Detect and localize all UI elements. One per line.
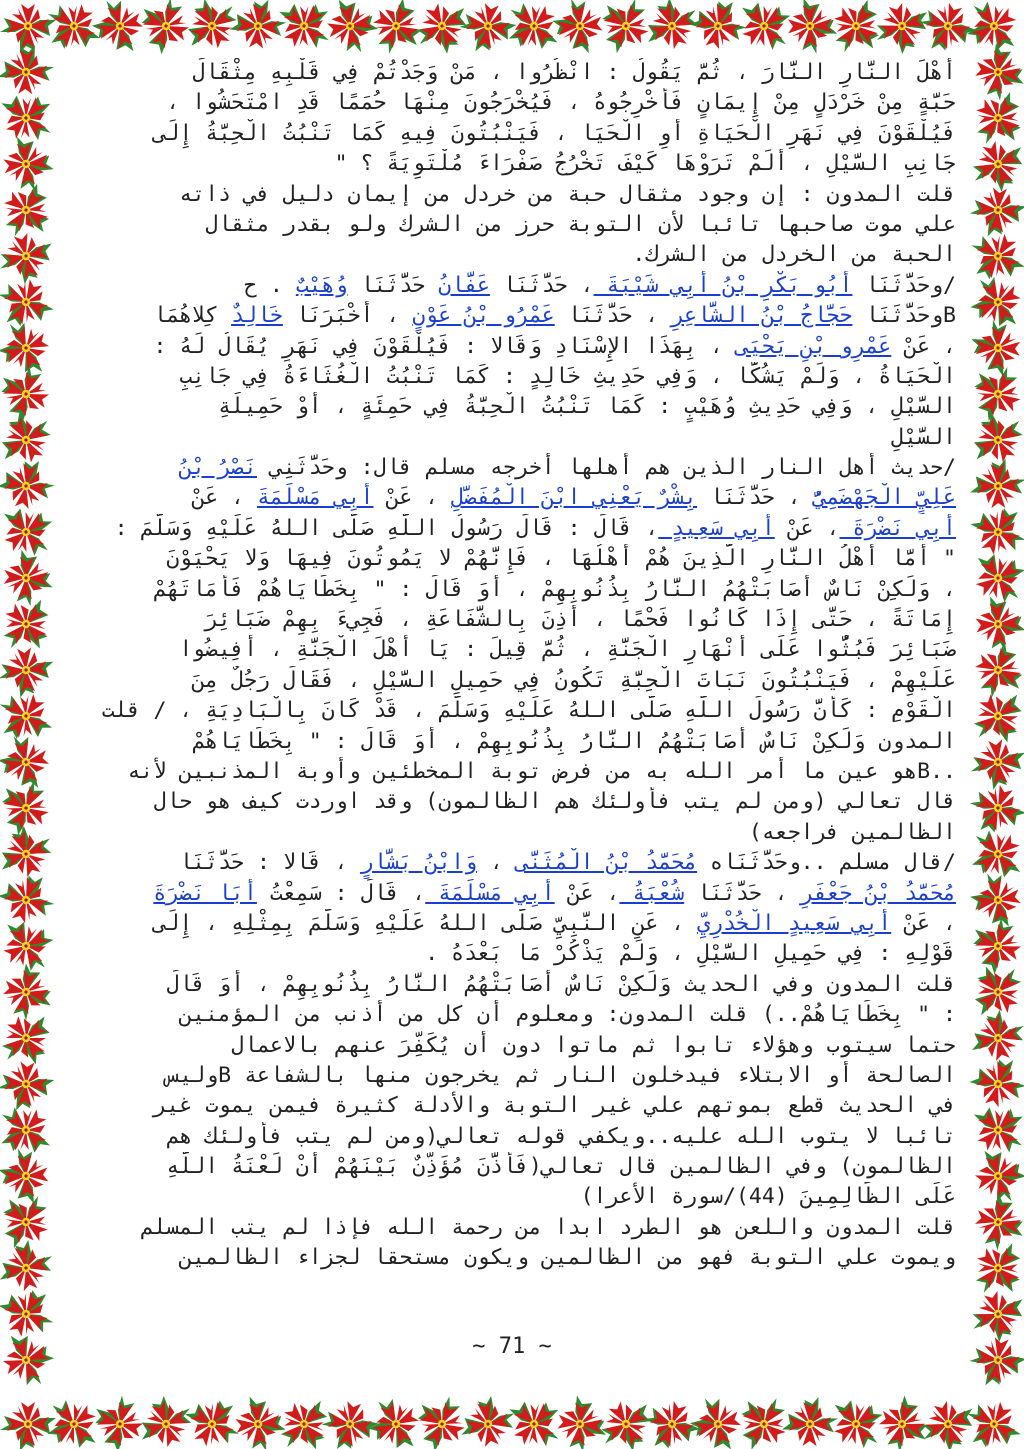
narrator-link[interactable]: حَجَّاجُ بْنُ الشَّاعِرِ	[671, 303, 853, 329]
poinsettia-icon	[3, 549, 55, 607]
text-span: ، بِهَذَا الإِسْنَادِ وَقَالا : فَيُلْقَوْنَ فِي نَهَرٍ يُقَالُ لَهُ :	[153, 333, 736, 359]
poinsettia-icon	[0, 1402, 56, 1449]
poinsettia-icon	[0, 270, 61, 339]
poinsettia-icon	[0, 908, 63, 981]
narrator-link[interactable]: نَصْرُ بْنُ	[179, 455, 258, 481]
poinsettia-icon	[177, 1386, 250, 1449]
text-span: ويموت علي التوبة فهو من الظالمين ويكون مستحقا لجزاء الظالمين	[179, 1245, 956, 1271]
text-span: فَيُلْقَوْنَ فِي نَهَرِ الْحَيَاةِ أَوِ الْحَيَا ، فَيَنْبُتُونَ فِيهِ كَمَا تَنْبُتُ الْحِبَّةُ إِلَى	[153, 120, 956, 146]
text-span: /قال مسلم ..وحَدَّثَنَاه	[697, 850, 956, 876]
text-line	[68, 605, 956, 635]
text-line	[68, 119, 956, 149]
text-line	[68, 149, 956, 179]
text-line	[68, 240, 956, 270]
narrator-link[interactable]: وَابْنُ بَشَّارٍ	[360, 850, 478, 876]
text-span: /وحَدَّثَنَا	[852, 272, 956, 298]
text-span: عَلَيْهِمْ ، فَيَنْبُتُونَ نَبَاتَ الْحِبَّةِ تَكُونُ فِي حَمِيلِ السَّيْلِ ، فَقَالَ رَجُلٌ مِنَ	[192, 667, 956, 693]
narrator-link[interactable]: أَبِي سَعِيدٍ الْخُدْرِيِّ	[697, 910, 892, 936]
text-line	[68, 301, 956, 331]
poinsettia-icon	[972, 41, 1024, 103]
poinsettia-icon	[0, 865, 62, 930]
text-line	[68, 1122, 956, 1152]
text-span: قلت المدون واللعن هو الطرد ابدا من رحمة الله فإذا لم يتب المسلم	[140, 1214, 956, 1240]
text-span: ، حَدَّثَنَا	[489, 272, 594, 298]
text-line	[68, 696, 956, 726]
poinsettia-icon	[970, 1190, 1024, 1256]
poinsettia-icon	[1, 133, 56, 194]
poinsettia-icon	[323, 0, 382, 58]
poinsettia-icon	[317, 1397, 381, 1449]
text-line	[68, 180, 956, 210]
text-span: جَانِبِ السَّيْلِ ، أَلَمْ تَرَوْهَا كَيْفَ تَخْرُجُ صَفْرَاءَ مُلْتَوِيَةً ؟ "	[334, 151, 956, 177]
poinsettia-icon	[0, 44, 55, 95]
text-span: الصالحة أو الابتلاء فيدخلون النار ثم يخرجون منها بالشفاعة Bوليس	[166, 1062, 956, 1088]
text-line	[68, 1182, 956, 1212]
text-span: ، حَدَّثَنَا	[554, 303, 672, 329]
text-line	[68, 787, 956, 817]
poinsettia-icon	[0, 682, 62, 755]
text-span: علي موت صاحبها تائبا لأن التوبة حرز من الشرك ولو بقدر مثقال	[205, 211, 956, 237]
narrator-link[interactable]: أَبِي سَعِيدٍ	[658, 515, 775, 541]
text-span: ، قَالا : حَدَّثَنَا	[179, 850, 361, 876]
text-line	[68, 939, 956, 969]
poinsettia-icon	[555, 1394, 610, 1449]
text-span: ، عَنْ	[774, 515, 840, 541]
text-line	[68, 1000, 956, 1030]
poinsettia-icon	[131, 0, 197, 60]
text-span: ، حَدَّثَنَا	[684, 880, 801, 906]
poinsettia-icon	[588, 0, 659, 61]
poinsettia-icon	[550, 0, 605, 57]
poinsettia-icon	[405, 1387, 474, 1449]
text-span: الْقَوْمِ : كَأَنَّ رَسُولَ اللَّهِ صَلَّى اللهُ عَلَيْهِ وَسَلَّمَ ، قَدْ كَانَ بِالْبَادِيَةِ ، / قلت	[101, 698, 956, 724]
text-span: قال تعالي (ومن لم يتب فأولئك هم الظالمون) وقد اوردت كيف هو حال	[153, 789, 956, 815]
poinsettia-icon	[968, 186, 1024, 240]
text-span: إِمَاتَةً ، حَتَّى إِذَا كَانُوا فَحْمًا ، أُذِنَ بِالشَّفَاعَةِ ، فَجِيءَ بِهِمْ ضَبَائِرَ	[205, 607, 956, 633]
narrator-link[interactable]: عَمْرُو بْنُ عَوْنٍ	[412, 303, 555, 329]
poinsettia-icon	[0, 730, 54, 796]
page-text	[68, 58, 956, 1274]
poinsettia-icon	[0, 819, 60, 885]
text-line	[68, 514, 956, 544]
text-span: السَّيْلِ ، وَفِي حَدِيثِ وُهَيْبٍ : كَمَا تَنْبُتُ الْحِبَّةُ فِي حَمِئَةٍ ، أَوْ حَمِيلَةِ	[218, 394, 956, 420]
narrator-link[interactable]: عَمْرِو بْنِ يَحْيَى	[735, 333, 892, 359]
narrator-link[interactable]: خَالِدٌ	[231, 303, 283, 329]
text-line	[68, 1152, 956, 1182]
poinsettia-icon	[788, 0, 838, 54]
narrator-link[interactable]: أَبِي مَسْلَمَةَ	[256, 485, 374, 511]
text-line	[68, 210, 956, 240]
poinsettia-icon	[962, 777, 1024, 843]
text-line	[68, 58, 956, 88]
text-line	[68, 848, 956, 878]
text-line	[68, 727, 956, 757]
poinsettia-icon	[970, 319, 1021, 377]
text-line	[68, 1091, 956, 1121]
poinsettia-icon	[970, 459, 1024, 509]
narrator-link[interactable]: أَبِي نَضْرَةَ	[839, 515, 956, 541]
poinsettia-icon	[0, 646, 56, 700]
poinsettia-icon	[685, 0, 752, 54]
narrator-link[interactable]: مُحَمَّدُ بْنُ جَعْفَرٍ	[800, 880, 956, 906]
text-span: حَدَّثَنَا	[347, 272, 439, 298]
text-line	[68, 544, 956, 574]
poinsettia-icon	[456, 0, 520, 57]
text-line	[68, 757, 956, 787]
text-span: ، عَنْ	[891, 333, 956, 359]
text-span: حَبَّةٍ مِنْ خَرْدَلٍ مِنْ إِيمَانٍ فَأَخْرِجُوهُ ، فَيُخْرَجُونَ مِنْهَا حُمَمًا قَدِ امْتَحَشُوا ،	[166, 90, 956, 116]
text-line	[68, 1031, 956, 1061]
text-line	[68, 1243, 956, 1273]
text-span: " أَمَّا أَهْلُ النَّارِ الَّذِينَ هُمْ أَهْلُهَا ، فَإِنَّهُمْ لا يَمُوتُونَ فِيهَا وَلا يَحْيَوْنَ	[166, 546, 956, 572]
text-span: ..Bهو عين ما أمر الله به من فرض توبة المخطئين وأوبة المذنبين لأنه	[127, 758, 956, 784]
text-span: حتما سيتوب وهؤلاء تابوا ثم ماتوا دون أن يُكَفِّرَ عنهم بالاعمال	[231, 1032, 956, 1058]
text-span: السَّيْلِ	[891, 424, 956, 450]
poinsettia-icon	[0, 1236, 58, 1296]
text-line	[68, 970, 956, 1000]
text-line	[68, 1213, 956, 1243]
poinsettia-icon	[965, 1050, 1024, 1113]
poinsettia-icon	[873, 1391, 936, 1449]
text-span: ، قَالَ : قَالَ رَسُولُ اللَّهِ صَلَّى اللهُ عَلَيْهِ وَسَلَّمَ :	[114, 515, 659, 541]
text-line	[68, 879, 956, 909]
poinsettia-icon	[963, 1091, 1024, 1165]
text-line	[68, 392, 956, 422]
text-span: ، عَنْ	[891, 910, 956, 936]
narrator-link[interactable]: مُحَمَّدُ بْنُ الْمُثَنَّى	[515, 850, 698, 876]
text-span: Bوحَدَّثَنَا	[852, 303, 956, 329]
text-line	[68, 362, 956, 392]
text-span: قَوْلِهِ : فِي حَمِيلِ السَّيْلِ ، وَلَمْ يَذْكُرْ مَا بَعْدَهُ .	[425, 941, 956, 967]
narrator-link[interactable]: شُعْبَةُ	[619, 880, 685, 906]
narrator-link[interactable]: أَبَا نَضْرَةَ	[153, 880, 257, 906]
poinsettia-icon	[965, 1005, 1024, 1065]
poinsettia-icon	[456, 1393, 520, 1449]
poinsettia-icon	[0, 1060, 55, 1113]
narrator-link[interactable]: وُهَيْبٌ	[295, 272, 348, 298]
poinsettia-icon	[636, 0, 706, 57]
text-span: تائبا لا يتوب الله عليه..ويكفي قوله تعالي(ومن لم يتب فأولئك هم	[166, 1123, 956, 1149]
poinsettia-icon	[234, 1394, 288, 1449]
text-span: ، قَالَ : سَمِعْتُ	[256, 880, 426, 906]
narrator-link[interactable]: أَبُو بَكْرِ بْنُ أَبِي شَيْبَةَ	[593, 272, 853, 298]
text-span: . ح	[244, 272, 296, 298]
text-line	[68, 635, 956, 665]
text-line	[68, 575, 956, 605]
text-line	[68, 453, 956, 483]
poinsettia-icon	[0, 4, 56, 53]
poinsettia-icon	[0, 1147, 50, 1206]
poinsettia-icon	[685, 1391, 747, 1449]
narrator-link[interactable]: أَبِي مَسْلَمَةَ	[425, 880, 555, 906]
poinsettia-icon	[130, 1389, 200, 1449]
text-span: الحبة من الخردل من الشرك.	[632, 242, 956, 268]
text-span: كِلاهُمَا	[153, 303, 232, 329]
poinsettia-icon	[359, 1389, 428, 1449]
poinsettia-icon	[0, 960, 58, 1025]
text-line	[68, 271, 956, 301]
text-span: أَهْلَ النَّارِ النَّارَ ، ثُمَّ يَقُولُ : انْظُرُوا ، مَنْ وَجَدْتُمْ فِي قَلْبِهِ مِثْقَالَ	[192, 60, 956, 85]
text-line	[68, 1061, 956, 1091]
poinsettia-icon	[967, 869, 1024, 933]
text-line	[68, 332, 956, 362]
text-line	[68, 818, 956, 848]
text-span: ، عَنْ	[373, 485, 452, 511]
text-line	[68, 423, 956, 453]
poinsettia-icon	[782, 1397, 839, 1447]
poinsettia-icon	[228, 0, 288, 50]
poinsettia-icon	[969, 1142, 1024, 1209]
poinsettia-icon	[974, 594, 1024, 653]
poinsettia-icon	[914, 1394, 983, 1449]
text-span: الْحَيَاةُ ، وَلَمْ يَشُكَّا ، وَفِي حَدِيثِ خَالِدٍ : كَمَا تَنْبُتُ الْغُثَاءَةُ فِي جَانِبِ	[179, 363, 956, 389]
text-span: قلت المدون : إن وجود مثقال حبة من خردل من إيمان دليل في ذاته	[179, 181, 956, 207]
text-span: : " بِخَطَايَاهُمْ..) قلت المدون: ومعلوم أن كل من أذنب من المؤمنين	[179, 1002, 956, 1028]
text-span: ضَبَائِرَ فَبُثُّوا عَلَى أَنْهَارِ الْجَنَّةِ ، ثُمَّ قِيلَ : يَا أَهْلَ الْجَنَّةِ ، أَفِيضُوا	[179, 637, 956, 663]
text-span: ، عَنْ	[192, 485, 257, 511]
text-span: ، أَخْبَرَنَا	[282, 303, 413, 329]
text-span: في الحديث قطع بموتهم علي غير التوبة والأدلة كثيرة فيمن يموت غير	[153, 1093, 956, 1119]
text-span: ، وَلَكِنْ نَاسٌ أَصَابَتْهُمُ النَّارُ بِذُنُوبِهِمْ ، أَوَ قَالَ : " بِخَطَايَاهُمْ فَأَمَاتَهُمْ	[153, 576, 956, 602]
text-span: الظالمين فراجعه)	[748, 819, 956, 845]
poinsettia-icon	[0, 589, 65, 663]
text-span: ، حَدَّثَنَا	[697, 485, 814, 511]
text-span: ، عَنْ	[554, 880, 620, 906]
text-span: /حديث أهل النار الذين هم أهلها أخرجه مسلم قال: وحَدَّثَنِي	[257, 455, 956, 481]
text-span: قلت المدون وفي الحديث وَلَكِنْ نَاسٌ أَصَابَتْهُمُ النَّارُ بِذُنُوبِهِمْ ، أَوَ قَالَ	[166, 971, 956, 997]
text-span: ، عَنِ النَّبِيِّ صَلَّى اللهُ عَلَيْهِ وَسَلَّمَ بِمِثْلِهِ ، إِلَى	[153, 910, 698, 936]
poinsettia-icon	[725, 1385, 798, 1449]
poinsettia-icon	[268, 0, 342, 61]
poinsettia-icon	[0, 403, 61, 473]
text-span: ،	[477, 850, 516, 876]
poinsettia-icon	[912, 0, 981, 61]
narrator-link[interactable]: عَفَّانُ	[438, 272, 490, 298]
poinsettia-icon	[963, 1232, 1024, 1306]
text-line	[68, 909, 956, 939]
poinsettia-icon	[968, 737, 1024, 792]
poinsettia-icon	[822, 1385, 895, 1449]
poinsettia-icon	[0, 454, 59, 513]
text-line	[68, 483, 956, 513]
poinsettia-icon	[86, 0, 149, 60]
narrator-link[interactable]: بِشْرٌ يَعْنِي ابْنَ الْمُفَضَّلِ	[451, 485, 698, 511]
text-line	[68, 88, 956, 118]
text-span: الظالمون) وفي الظالمين قال تعالي(فَأَذَّنَ مُؤَذِّنٌ بَيْنَهُمْ أَنْ لَعْنَةُ اللَّهِ	[166, 1154, 956, 1180]
text-span: المدون وَلَكِنْ نَاسٌ أَصَابَتْهُمُ النَّارُ بِذُنُوبِهِمْ ، أَوَ قَالَ : " بِخَطَايَاهُمْ	[192, 728, 956, 754]
poinsettia-icon	[869, 0, 937, 60]
poinsettia-icon	[86, 1390, 149, 1449]
page-number: ~ 71 ~	[472, 1334, 552, 1359]
text-line	[68, 666, 956, 696]
narrator-link[interactable]: عَلِيٍّ الْجَهْضَمِيُّ	[813, 485, 956, 511]
text-span: عَلَى الظَّالِمِينَ (44)/سورة الأعرا)	[580, 1184, 956, 1210]
